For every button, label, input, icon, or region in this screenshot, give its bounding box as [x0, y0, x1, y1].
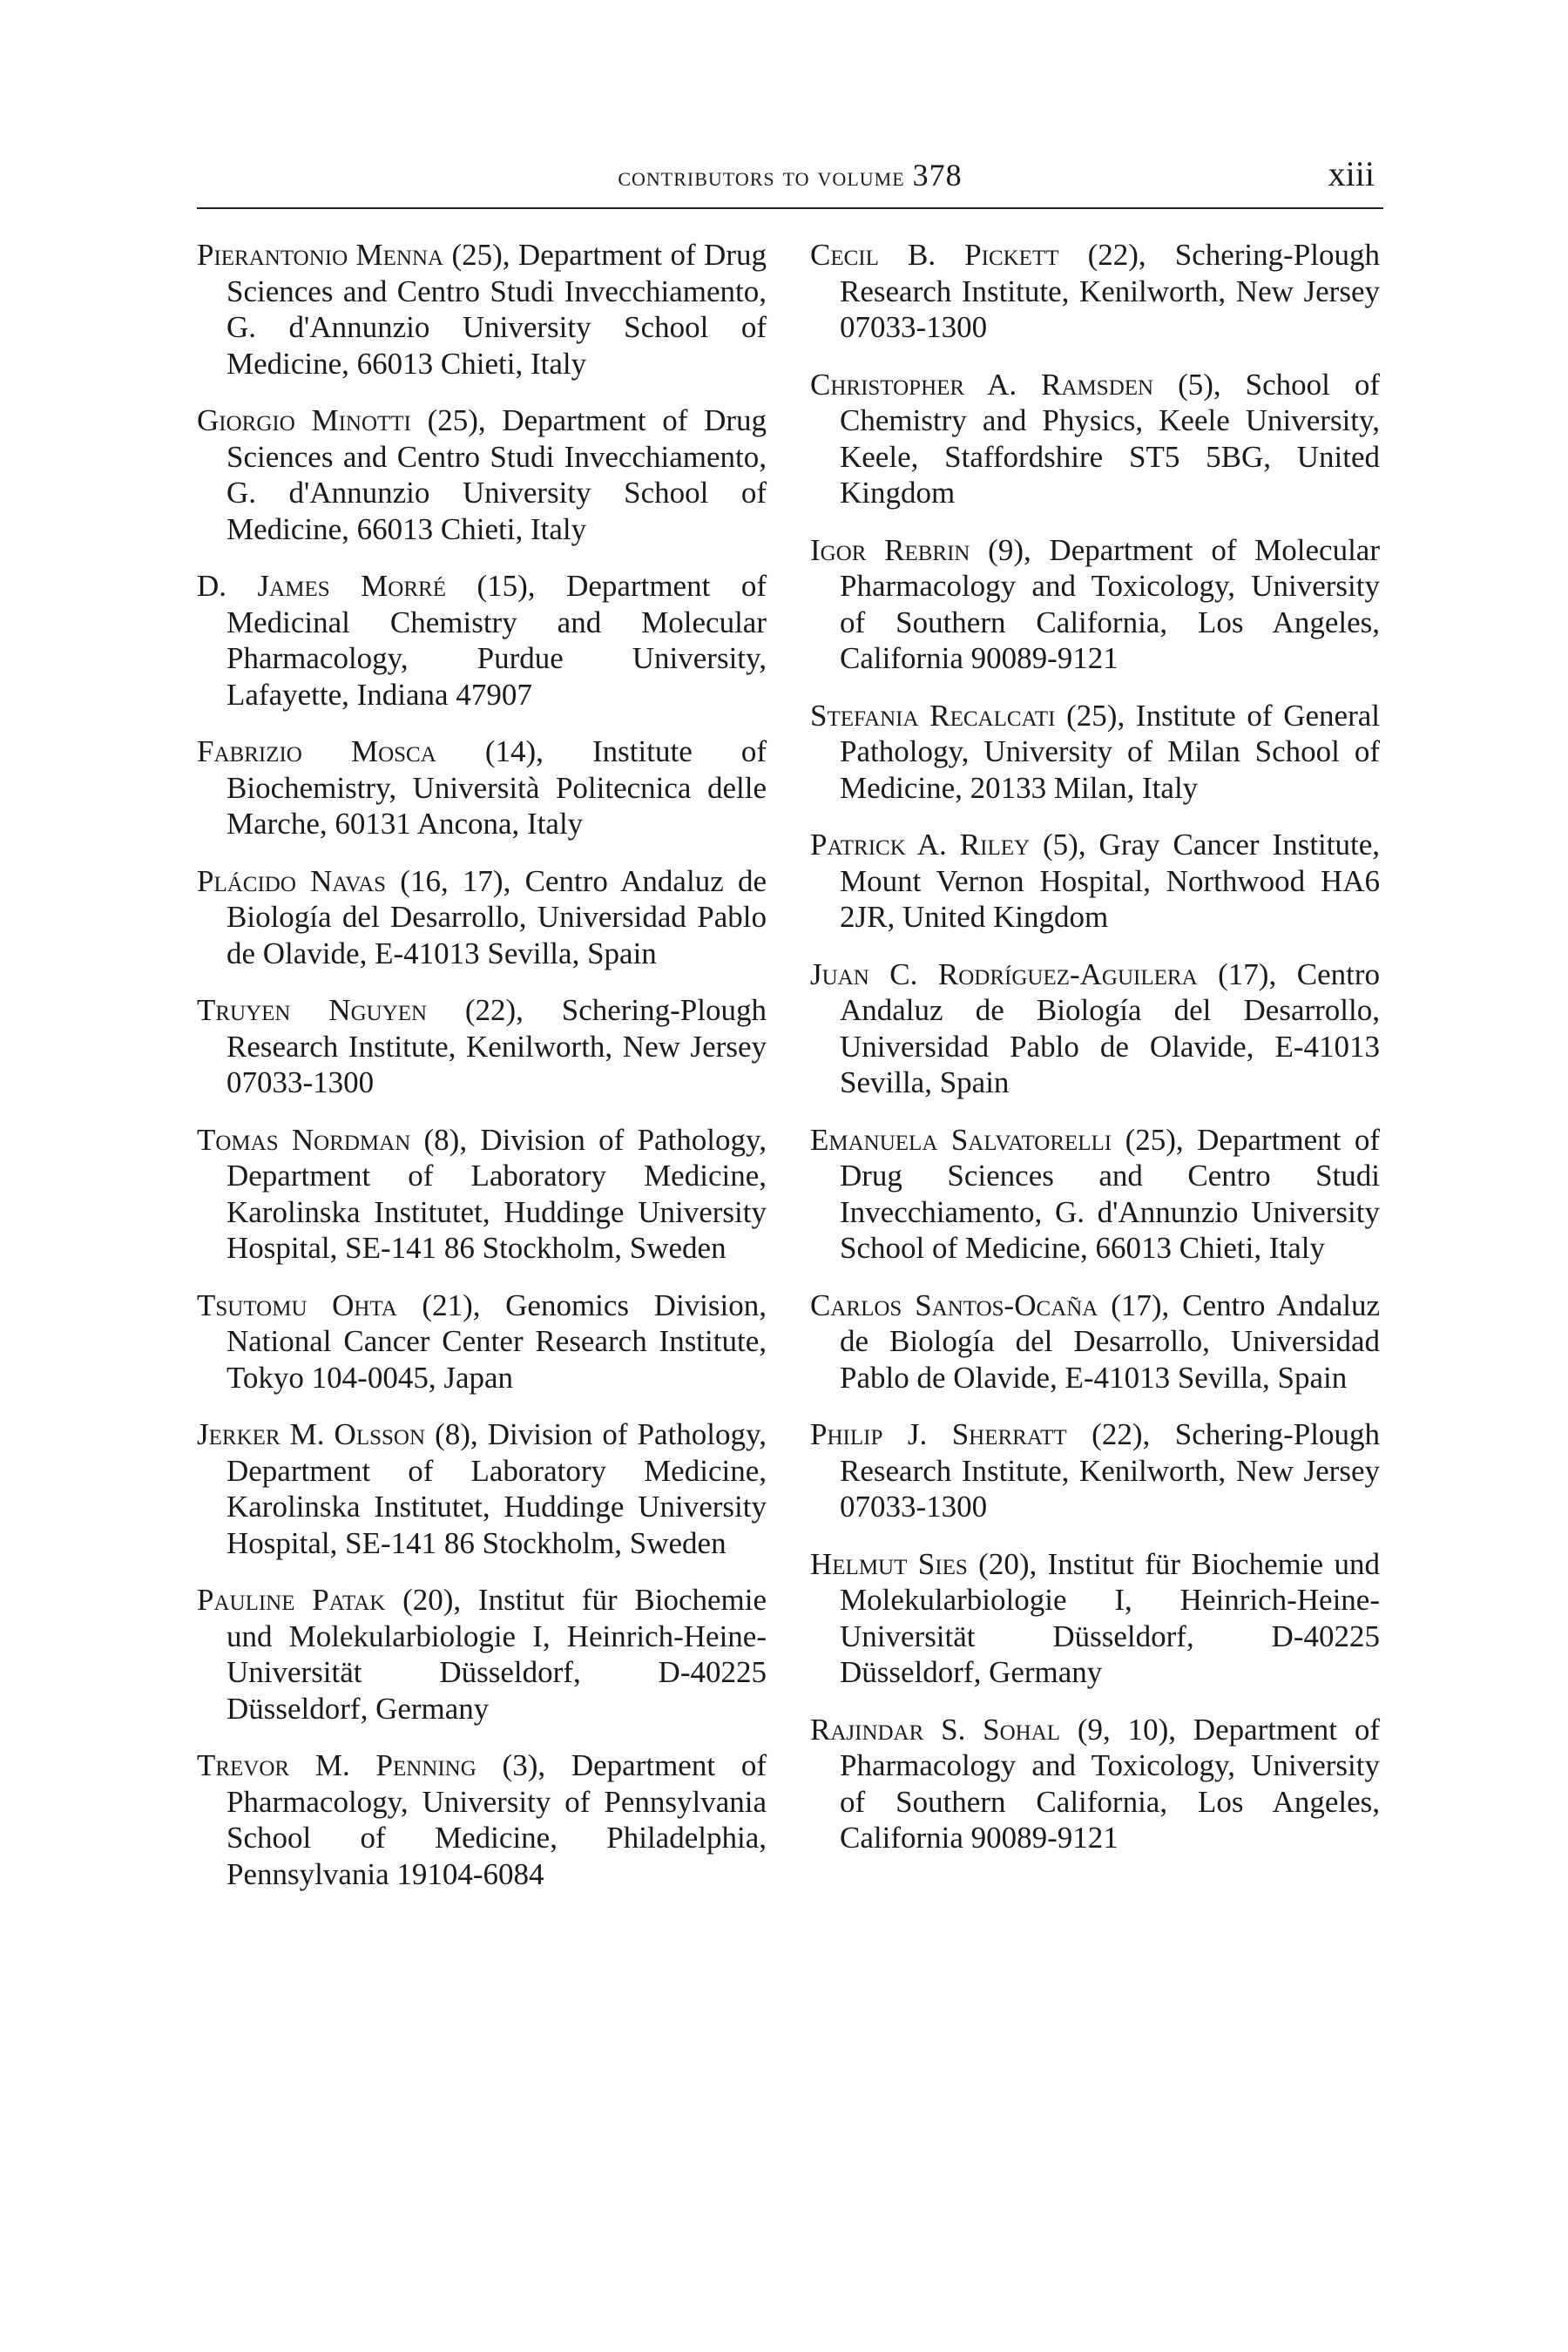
contributor-entry	[197, 733, 767, 842]
contributor-name: Tomas Nordman	[197, 1122, 411, 1157]
running-header	[197, 154, 1383, 209]
header-rule	[197, 207, 1383, 209]
contributor-affiliation: (22), Schering-Plough Research Institute, Kenilworth, New Jersey 07033-1300	[226, 993, 767, 1099]
contributor-affiliation: (16, 17), Centro Andaluz de Biología del Desarrollo, Universidad Pablo de Olavide, E-41013 Sevilla, Spain	[226, 863, 767, 970]
contributor-entry	[810, 367, 1380, 511]
contributor-entry	[810, 532, 1380, 677]
contributor-name: Pierantonio Menna	[197, 238, 444, 272]
contributor-name: Emanuela Salvatorelli	[810, 1122, 1112, 1157]
contributor-name: Rajindar S. Sohal	[810, 1712, 1061, 1747]
contributor-affiliation: (8), Division of Pathology, Department of Laboratory Medicine, Karolinska Institutet, Huddinge University Hospital, SE-141 86 Stockholm, Sweden	[226, 1417, 767, 1560]
contributor-affiliation: (8), Division of Pathology, Department of Laboratory Medicine, Karolinska Institutet, Huddinge University Hospital, SE-141 86 Stockholm, Sweden	[226, 1122, 767, 1265]
contributor-name: D. James Morré	[197, 569, 446, 603]
contributor-name: Giorgio Minotti	[197, 403, 411, 437]
contributor-name: Carlos Santos-Ocaña	[810, 1288, 1098, 1322]
contributor-name: Stefania Recalcati	[810, 698, 1056, 733]
contributor-name: Cecil B. Pickett	[810, 238, 1059, 272]
contributor-entry	[197, 1582, 767, 1727]
contributor-name: Christopher A. Ramsden	[810, 367, 1154, 402]
contributor-entry	[810, 1288, 1380, 1396]
contributor-affiliation: (9, 10), Department of Pharmacology and Toxicology, University of Southern California, Los Angeles, California 90089-9121	[840, 1712, 1380, 1855]
contributor-name: Trevor M. Penning	[197, 1748, 476, 1782]
right-column	[810, 237, 1380, 1877]
contributor-name: Pauline Patak	[197, 1583, 386, 1617]
contributor-entry	[810, 956, 1380, 1101]
contributor-name: Igor Rebrin	[810, 532, 970, 567]
contributor-name: Philip J. Sherratt	[810, 1417, 1067, 1451]
contributor-entry	[197, 1416, 767, 1561]
contributor-affiliation: (25), Department of Drug Sciences and Centro Studi Invecchiamento, G. d'Annunzio University School of Medicine, 66013 Chieti, Italy	[840, 1122, 1380, 1265]
header-title-prefix: contributors to volume	[618, 160, 905, 192]
contributor-affiliation: (20), Institut für Biochemie und Molekularbiologie I, Heinrich-Heine-Universität Düsseldorf, D-40225 Düsseldorf, Germany	[840, 1546, 1381, 1689]
contributor-affiliation: (25), Department of Drug Sciences and Centro Studi Invecchiamento, G. d'Annunzio University School of Medicine, 66013 Chieti, Italy	[226, 403, 767, 546]
contributor-affiliation: (22), Schering-Plough Research Institute, Kenilworth, New Jersey 07033-1300	[840, 1417, 1380, 1524]
contributor-affiliation: (25), Department of Drug Sciences and Centro Studi Invecchiamento, G. d'Annunzio University School of Medicine, 66013 Chieti, Italy	[226, 238, 767, 381]
contributor-entry	[810, 1712, 1380, 1856]
contributor-entry	[810, 698, 1380, 807]
contributor-entry	[197, 568, 767, 713]
contributor-affiliation: (5), School of Chemistry and Physics, Keele University, Keele, Staffordshire ST5 5BG, United Kingdom	[840, 367, 1380, 510]
contributor-entry	[810, 1122, 1380, 1267]
contributor-entry	[810, 237, 1380, 346]
contributor-name: Truyen Nguyen	[197, 993, 428, 1027]
contributor-name: Juan C. Rodríguez-Aguilera	[810, 956, 1198, 991]
contributor-entry	[810, 1416, 1380, 1525]
contributor-name: Tsutomu Ohta	[197, 1288, 397, 1322]
page-number: xiii	[1328, 154, 1375, 193]
contributor-name: Patrick A. Riley	[810, 828, 1031, 862]
left-column	[197, 237, 767, 1913]
contributor-entry	[197, 1747, 767, 1892]
contributor-entry	[810, 1546, 1380, 1691]
contributor-affiliation: (9), Department of Molecular Pharmacology and Toxicology, University of Southern California, Los Angeles, California 90089-9121	[840, 532, 1380, 675]
contributor-affiliation: (25), Institute of General Pathology, University of Milan School of Medicine, 20133 Milan, Italy	[840, 698, 1380, 805]
contributor-name: Helmut Sies	[810, 1546, 968, 1581]
contributor-affiliation: (22), Schering-Plough Research Institute, Kenilworth, New Jersey 07033-1300	[840, 238, 1380, 344]
contributor-affiliation: (3), Department of Pharmacology, University of Pennsylvania School of Medicine, Philadelphia, Pennsylvania 19104-6084	[226, 1748, 767, 1891]
contributor-name: Plácido Navas	[197, 863, 387, 898]
contributor-entry	[197, 863, 767, 972]
contributor-affiliation: (21), Genomics Division, National Cancer Center Research Institute, Tokyo 104-0045, Japan	[226, 1288, 767, 1395]
contributor-entry	[197, 1122, 767, 1267]
contributor-affiliation: (5), Gray Cancer Institute, Mount Vernon Hospital, Northwood HA6 2JR, United Kingdom	[840, 828, 1380, 934]
contributor-entry	[197, 992, 767, 1101]
contributor-affiliation: (15), Department of Medicinal Chemistry and Molecular Pharmacology, Purdue University, Lafayette, Indiana 47907	[226, 569, 767, 712]
contributor-entry	[197, 402, 767, 547]
header-volume-number: 378	[912, 158, 963, 193]
contributor-entry	[810, 827, 1380, 936]
contributor-entry	[197, 237, 767, 382]
contributor-affiliation: (17), Centro Andaluz de Biología del Desarrollo, Universidad Pablo de Olavide, E-41013 Sevilla, Spain	[840, 956, 1380, 1099]
contributor-affiliation: (14), Institute of Biochemistry, Università Politecnica delle Marche, 60131 Ancona, Italy	[226, 734, 767, 841]
contributor-name: Fabrizio Mosca	[197, 734, 436, 768]
contributor-name: Jerker M. Olsson	[197, 1417, 426, 1451]
contributor-entry	[197, 1288, 767, 1396]
running-header-title	[197, 157, 1383, 193]
contributor-affiliation: (17), Centro Andaluz de Biología del Desarrollo, Universidad Pablo de Olavide, E-41013 Sevilla, Spain	[840, 1288, 1380, 1395]
contributor-affiliation: (20), Institut für Biochemie und Molekularbiologie I, Heinrich-Heine-Universität Düsseldorf, D-40225 Düsseldorf, Germany	[226, 1583, 767, 1726]
